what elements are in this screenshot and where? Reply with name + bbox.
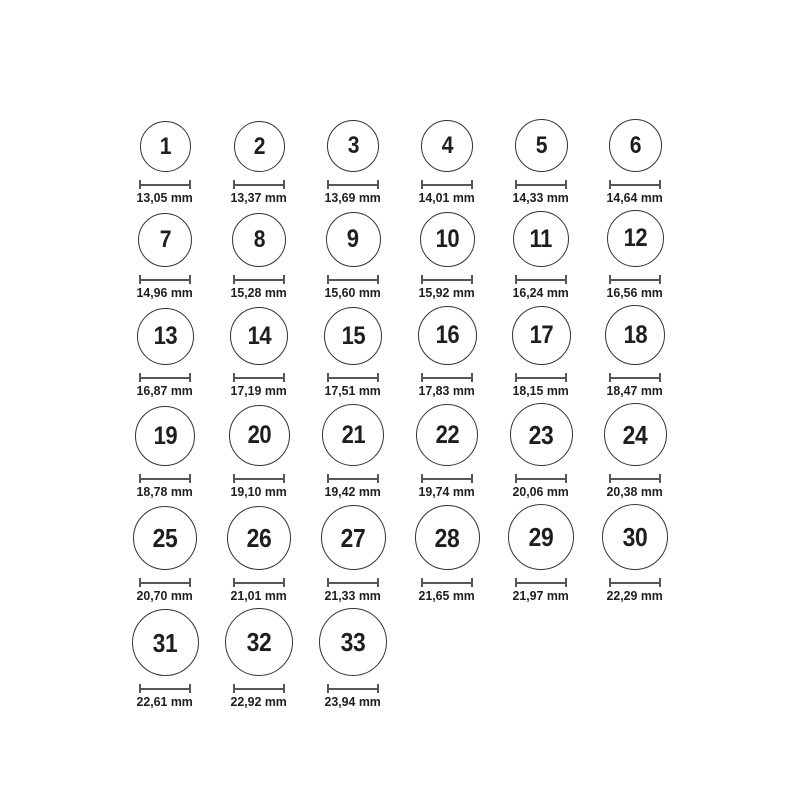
- ring-size-item: [494, 305, 588, 398]
- ring-size-item: [306, 119, 400, 205]
- diameter-label: 14,96 mm: [136, 285, 194, 300]
- ring-size-item: [118, 504, 212, 603]
- ring-circle: [508, 504, 574, 570]
- ring-size-item: [212, 305, 306, 398]
- ring-size-item: [400, 119, 494, 205]
- ring-size-number: 31: [152, 627, 178, 658]
- ring-size-item: [400, 210, 494, 300]
- ring-circle: [324, 307, 382, 365]
- ring-size-item: [588, 305, 682, 398]
- ring-size-number: 14: [247, 321, 271, 350]
- diameter-measure-line: [139, 373, 191, 382]
- diameter-measure-line: [139, 275, 191, 284]
- ring-size-row: [118, 210, 682, 300]
- diameter-label: 21,97 mm: [512, 588, 570, 603]
- diameter-measure-line: [233, 474, 285, 483]
- ring-circle: [321, 505, 386, 570]
- ring-size-number: 8: [253, 226, 265, 253]
- ring-circle: [133, 506, 197, 570]
- diameter-measure-line: [327, 180, 379, 189]
- diameter-label: 15,28 mm: [230, 285, 288, 300]
- ring-circle: [513, 211, 569, 267]
- ring-size-item: [118, 403, 212, 499]
- diameter-measure-line: [421, 578, 473, 587]
- ring-size-item: [494, 119, 588, 205]
- ring-circle: [607, 210, 664, 267]
- ring-size-number: 21: [341, 420, 365, 449]
- ring-circle: [609, 119, 662, 172]
- ring-circle: [515, 119, 568, 172]
- ring-size-number: 13: [153, 322, 177, 350]
- ring-size-item: [494, 403, 588, 499]
- ring-size-number: 28: [434, 522, 460, 553]
- diameter-measure-line: [139, 180, 191, 189]
- diameter-label: 13,69 mm: [324, 190, 382, 205]
- diameter-label: 16,87 mm: [136, 383, 194, 398]
- diameter-label: 13,05 mm: [136, 190, 194, 205]
- ring-size-number: 5: [535, 131, 547, 159]
- ring-size-number: 27: [340, 522, 366, 553]
- ring-circle: [418, 306, 477, 365]
- ring-size-item: [588, 210, 682, 300]
- ring-circle: [602, 504, 668, 570]
- diameter-measure-line: [327, 373, 379, 382]
- ring-circle: [137, 308, 194, 365]
- ring-circle: [319, 608, 387, 676]
- diameter-label: 21,33 mm: [324, 588, 382, 603]
- diameter-label: 18,15 mm: [512, 383, 570, 398]
- diameter-measure-line: [327, 684, 379, 693]
- ring-size-number: 20: [247, 421, 271, 449]
- diameter-measure-line: [233, 275, 285, 284]
- diameter-measure-line: [515, 275, 567, 284]
- ring-size-item: [306, 305, 400, 398]
- ring-size-number: 30: [622, 522, 648, 552]
- diameter-measure-line: [139, 578, 191, 587]
- ring-size-item: [306, 608, 400, 709]
- diameter-label: 13,37 mm: [230, 190, 288, 205]
- ring-size-number: 2: [253, 132, 265, 160]
- ring-circle: [234, 121, 285, 172]
- diameter-measure-line: [421, 474, 473, 483]
- ring-size-item: [400, 305, 494, 398]
- diameter-measure-line: [233, 684, 285, 693]
- ring-circle: [135, 406, 195, 466]
- ring-size-item: [400, 504, 494, 603]
- diameter-measure-line: [327, 474, 379, 483]
- diameter-measure-line: [609, 373, 661, 382]
- diameter-measure-line: [327, 275, 379, 284]
- diameter-label: 18,78 mm: [136, 484, 194, 499]
- ring-size-chart: [118, 0, 682, 709]
- diameter-label: 20,06 mm: [512, 484, 570, 499]
- ring-circle: [132, 609, 199, 676]
- ring-size-item: [494, 210, 588, 300]
- ring-size-item: [212, 608, 306, 709]
- ring-size-number: 23: [528, 419, 554, 450]
- diameter-measure-line: [421, 180, 473, 189]
- ring-circle: [512, 306, 571, 365]
- ring-size-number: 29: [528, 522, 554, 552]
- diameter-label: 19,10 mm: [230, 484, 288, 499]
- diameter-measure-line: [515, 474, 567, 483]
- ring-size-item: [118, 119, 212, 205]
- diameter-label: 22,61 mm: [136, 694, 194, 709]
- diameter-label: 18,47 mm: [606, 383, 664, 398]
- ring-size-number: 9: [347, 225, 359, 253]
- diameter-label: 22,92 mm: [230, 694, 288, 709]
- ring-size-number: 18: [623, 320, 647, 349]
- ring-size-number: 25: [152, 523, 178, 553]
- ring-size-item: [118, 305, 212, 398]
- diameter-measure-line: [515, 180, 567, 189]
- diameter-label: 17,83 mm: [418, 383, 476, 398]
- ring-size-number: 3: [347, 132, 359, 159]
- diameter-measure-line: [139, 684, 191, 693]
- diameter-label: 19,42 mm: [324, 484, 382, 499]
- diameter-measure-line: [421, 373, 473, 382]
- diameter-label: 20,38 mm: [606, 484, 664, 499]
- diameter-measure-line: [233, 578, 285, 587]
- ring-size-item: [212, 403, 306, 499]
- ring-size-number: 33: [340, 627, 366, 657]
- ring-size-number: 15: [341, 321, 365, 350]
- ring-size-number: 19: [153, 421, 177, 450]
- ring-size-item: [212, 504, 306, 603]
- ring-size-row: [118, 305, 682, 398]
- ring-circle: [605, 305, 665, 365]
- ring-circle: [510, 403, 573, 466]
- ring-size-number: 4: [441, 132, 453, 159]
- ring-circle: [230, 307, 288, 365]
- ring-circle: [229, 405, 290, 466]
- diameter-label: 16,56 mm: [606, 285, 664, 300]
- ring-size-number: 16: [435, 321, 459, 349]
- ring-size-row: [118, 504, 682, 603]
- ring-circle: [225, 608, 293, 676]
- diameter-label: 22,29 mm: [606, 588, 664, 603]
- ring-size-item: [494, 504, 588, 603]
- diameter-measure-line: [609, 474, 661, 483]
- ring-size-number: 32: [246, 627, 272, 657]
- ring-size-item: [588, 504, 682, 603]
- ring-circle: [322, 404, 384, 466]
- diameter-measure-line: [327, 578, 379, 587]
- diameter-label: 21,65 mm: [418, 588, 476, 603]
- ring-circle: [416, 404, 478, 466]
- ring-size-row: [118, 119, 682, 205]
- ring-size-number: 24: [622, 419, 648, 450]
- diameter-label: 21,01 mm: [230, 588, 288, 603]
- ring-size-item: [306, 210, 400, 300]
- ring-circle: [327, 120, 379, 172]
- ring-circle: [421, 120, 473, 172]
- diameter-measure-line: [515, 373, 567, 382]
- ring-circle: [415, 505, 480, 570]
- diameter-measure-line: [421, 275, 473, 284]
- ring-size-number: 17: [529, 321, 553, 349]
- diameter-measure-line: [609, 578, 661, 587]
- ring-size-item: [118, 210, 212, 300]
- ring-size-number: 10: [435, 225, 459, 253]
- diameter-measure-line: [515, 578, 567, 587]
- ring-size-item: [118, 608, 212, 709]
- ring-size-number: 1: [159, 132, 171, 160]
- diameter-label: 20,70 mm: [136, 588, 194, 603]
- diameter-measure-line: [233, 180, 285, 189]
- ring-circle: [420, 212, 475, 267]
- diameter-measure-line: [233, 373, 285, 382]
- ring-circle: [232, 213, 286, 267]
- ring-circle: [326, 212, 381, 267]
- diameter-label: 16,24 mm: [512, 285, 570, 300]
- diameter-measure-line: [139, 474, 191, 483]
- ring-size-number: 6: [629, 131, 641, 159]
- diameter-measure-line: [609, 275, 661, 284]
- ring-size-row: [118, 403, 682, 499]
- diameter-label: 17,51 mm: [324, 383, 382, 398]
- ring-size-number: 12: [623, 224, 647, 252]
- diameter-label: 19,74 mm: [418, 484, 476, 499]
- diameter-label: 14,01 mm: [418, 190, 476, 205]
- diameter-measure-line: [609, 180, 661, 189]
- diameter-label: 17,19 mm: [230, 383, 288, 398]
- ring-size-number: 22: [435, 420, 459, 449]
- ring-size-item: [306, 403, 400, 499]
- ring-size-item: [400, 403, 494, 499]
- ring-circle: [138, 213, 192, 267]
- ring-circle: [604, 403, 667, 466]
- diameter-label: 15,60 mm: [324, 285, 382, 300]
- diameter-label: 14,64 mm: [606, 190, 664, 205]
- ring-size-item: [588, 119, 682, 205]
- ring-size-number: 11: [529, 224, 553, 253]
- ring-size-number: 7: [159, 226, 171, 253]
- ring-size-item: [212, 119, 306, 205]
- ring-circle: [227, 506, 291, 570]
- ring-circle: [140, 121, 191, 172]
- diameter-label: 14,33 mm: [512, 190, 570, 205]
- ring-size-item: [588, 403, 682, 499]
- diameter-label: 23,94 mm: [324, 694, 382, 709]
- diameter-label: 15,92 mm: [418, 285, 476, 300]
- ring-size-row: [118, 608, 682, 709]
- ring-size-item: [306, 504, 400, 603]
- ring-size-number: 26: [246, 523, 272, 553]
- ring-size-item: [212, 210, 306, 300]
